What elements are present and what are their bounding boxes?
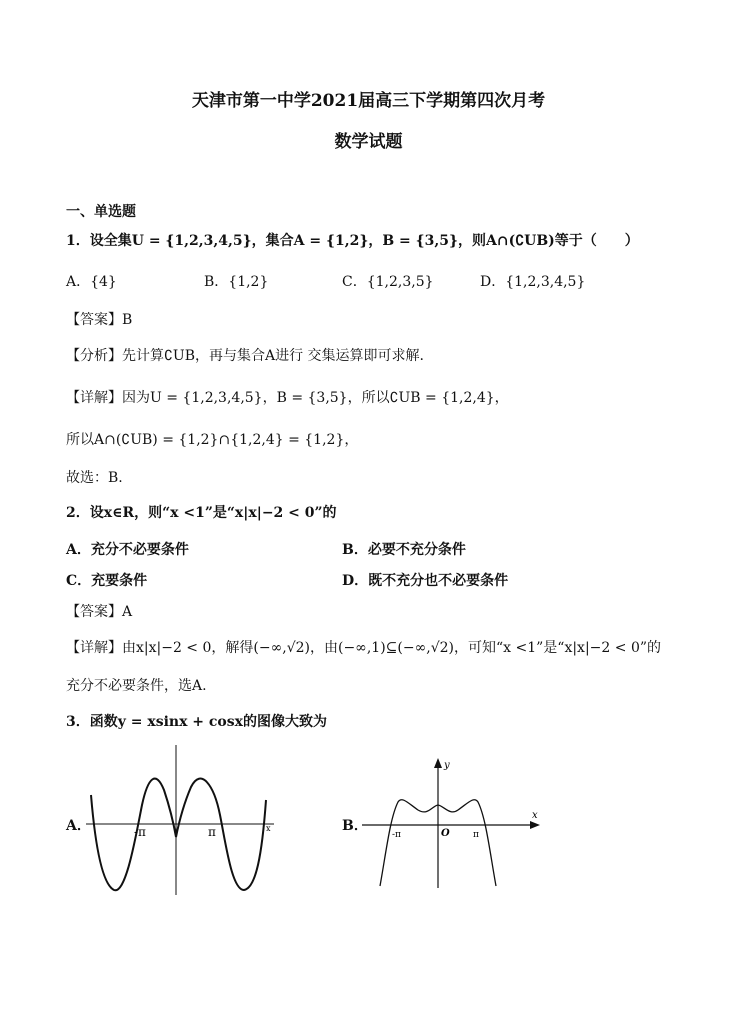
question-2-stem: 2．设x∈R，则“x <1”是“x|x|−2 < 0”的	[66, 505, 337, 521]
q1-conclusion: 故选：B.	[66, 470, 123, 486]
q2-detail-line-2: 充分不必要条件，选A.	[66, 678, 207, 694]
question-3-stem: 3．函数y = xsinx + cosx的图像大致为	[66, 714, 327, 730]
q1-option-a: A．{4}	[66, 274, 117, 290]
graph-b-y-label: y	[444, 760, 450, 771]
graph-b-label: B．	[342, 818, 368, 834]
q1-answer: 【答案】B	[66, 312, 133, 328]
graph-a-x-label: x	[266, 824, 271, 833]
question-1-stem: 1．设全集U = {1,2,3,4,5}，集合A = {1,2}，B = {3,5}，则A∩(∁UB)等于（ ）	[66, 233, 639, 249]
q2-option-d: D．既不充分也不必要条件	[342, 573, 509, 589]
graph-a	[86, 745, 286, 905]
q1-detail-line-2: 所以A∩(∁UB) = {1,2}∩{1,2,4} = {1,2}，	[66, 432, 359, 448]
graph-a-tick-pi: π	[208, 825, 216, 839]
q1-analysis: 【分析】先计算∁UB，再与集合A进行 交集运算即可求解.	[66, 348, 425, 364]
graph-b-y-arrow	[434, 758, 442, 768]
q1-option-b: B．{1,2}	[204, 274, 269, 290]
graph-b-x-arrow	[530, 821, 540, 829]
q1-option-d: D．{1,2,3,4,5}	[480, 274, 586, 290]
q2-option-b: B．必要不充分条件	[342, 542, 466, 558]
graph-b-tick-neg-pi: -π	[392, 830, 401, 840]
section-heading: 一、单选题	[66, 204, 136, 220]
page-title: 天津市第一中学2021届高三下学期第四次月考	[191, 91, 546, 111]
q1-detail-line-1: 【详解】因为U = {1,2,3,4,5}，B = {3,5}，所以∁UB = {1,2,4}，	[66, 390, 509, 406]
q2-detail-line-1: 【详解】由x|x|−2 < 0，解得(−∞,√2)，由(−∞,1)⊆(−∞,√2)，可知“x <1”是“x|x|−2 < 0”的	[66, 640, 662, 656]
page-subtitle: 数学试题	[334, 132, 403, 152]
q1-option-c: C．{1,2,3,5}	[342, 274, 434, 290]
q2-option-a: A．充分不必要条件	[66, 542, 189, 558]
graph-a-tick-neg-pi: -π	[134, 825, 146, 839]
q2-answer: 【答案】A	[66, 604, 133, 620]
graph-a-curve	[91, 779, 266, 891]
graph-b	[362, 758, 542, 893]
graph-b-tick-pi: π	[473, 830, 479, 840]
graph-a-label: A．	[66, 818, 91, 834]
graph-b-x-label: x	[532, 810, 538, 821]
graph-b-origin: O	[441, 828, 450, 839]
q2-option-c: C．充要条件	[66, 573, 148, 589]
